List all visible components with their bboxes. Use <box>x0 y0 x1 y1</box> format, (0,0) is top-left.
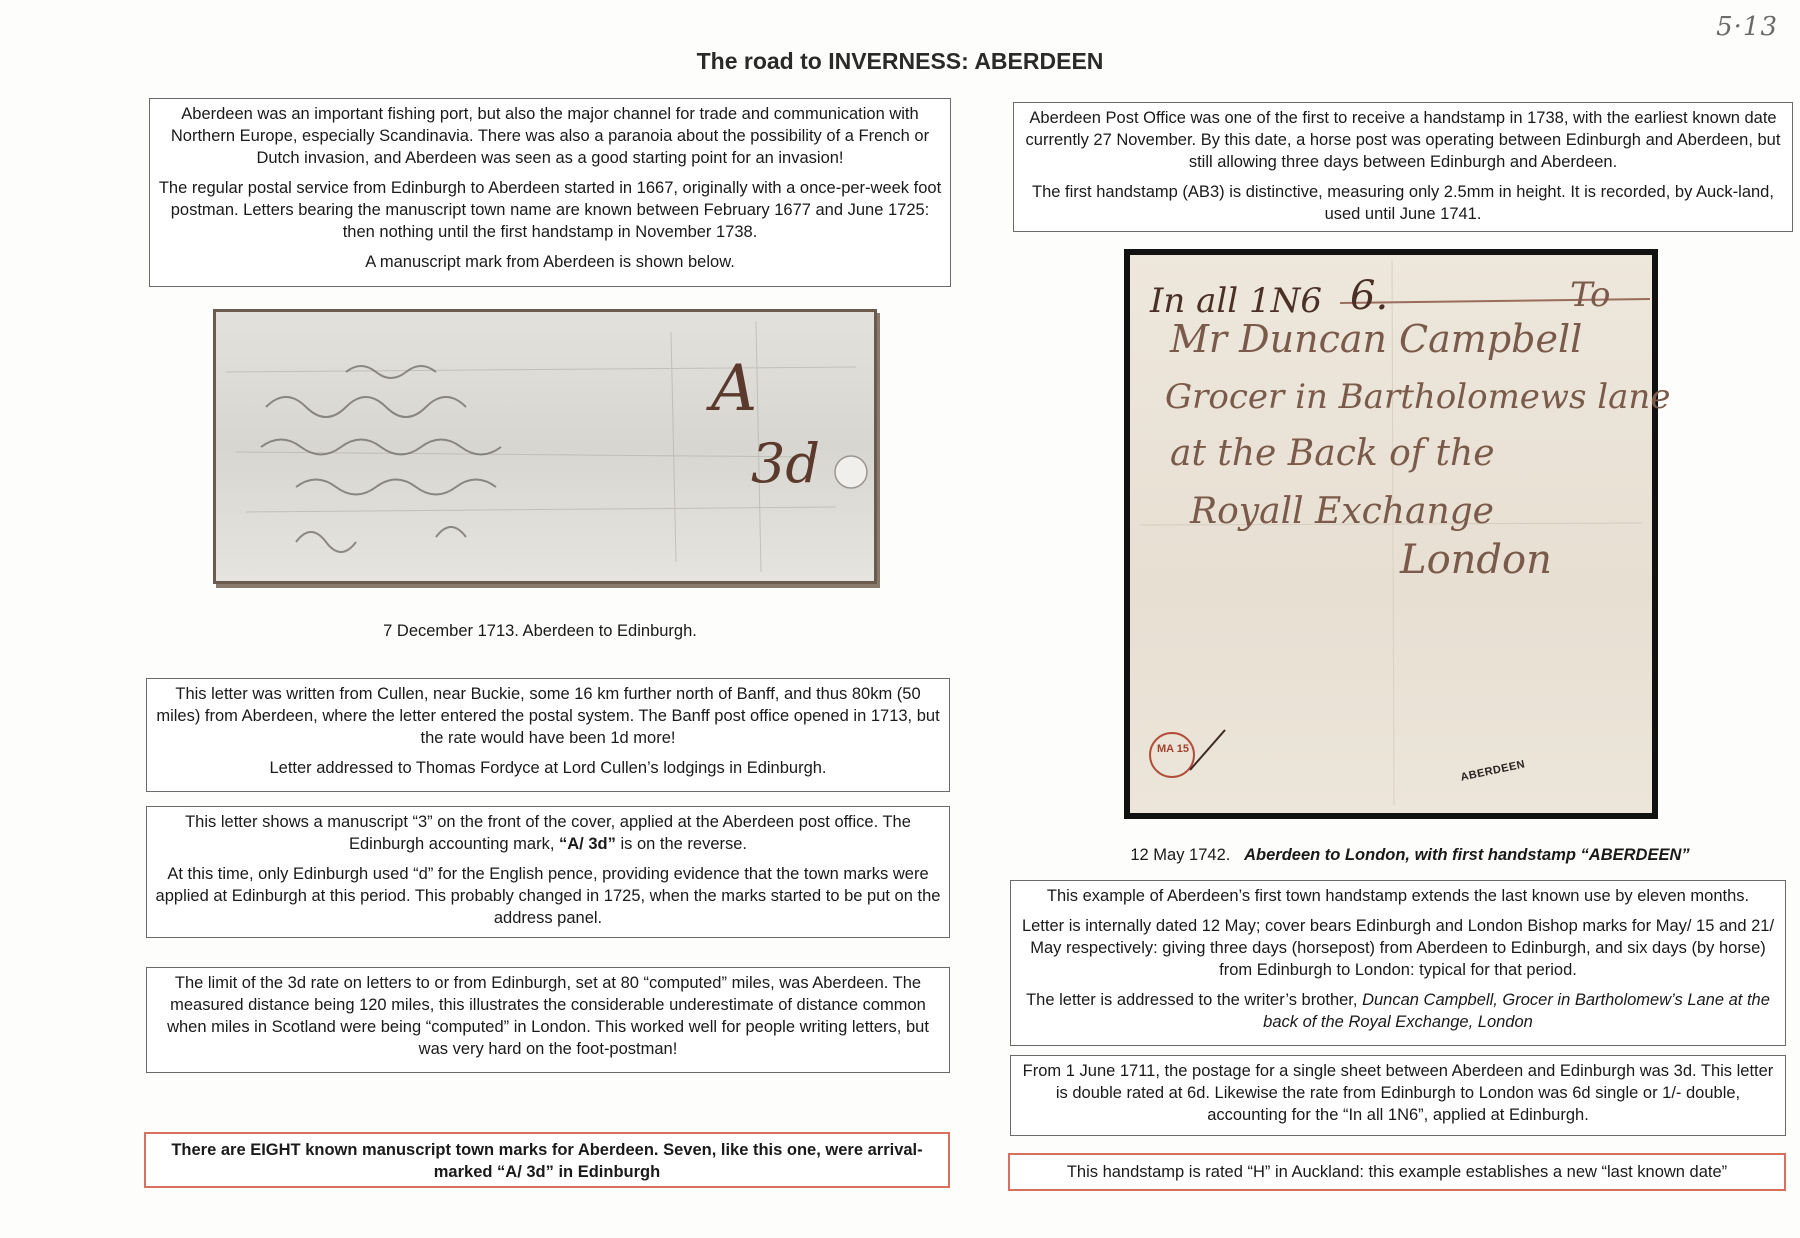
example-text-a: The letter is addressed to the writer’s brother, <box>1026 991 1363 1009</box>
manuscript-mark-box <box>146 806 950 938</box>
intro-paragraph-3: A manuscript mark from Aberdeen is shown below. <box>365 253 735 271</box>
manuscript-mark-a: A <box>711 352 758 426</box>
aberdeen-intro-box <box>149 98 951 287</box>
address-line-city: London <box>1400 537 1552 583</box>
rate-paragraph: The limit of the 3d rate on letters to or from Edinburgh, set at 80 “computed” miles, was Aberdeen. The measured distance being 120 miles, this illustrates the considerable underestimate of distance common when miles in Scotland were being “computed” in London. This worked well for people writing letters, but was very hard on the foot-postman! <box>167 974 929 1058</box>
bishop-mark: MA 15 <box>1157 743 1189 755</box>
example-paragraph-2: Letter is internally dated 12 May; cover bears Edinburgh and London Bishop marks for May/ 15 and 21/ May respectively: giving three days (horsepost) from Aberdeen to Edinburgh, and six days (by horse) from Edinburgh to London: typical for that period. <box>1021 917 1775 979</box>
postage-box <box>1010 1055 1786 1136</box>
left-highlight-box: There are EIGHT known manuscript town marks for Aberdeen. Seven, like this one, were arrival-marked “A/ 3d” in Edinburgh <box>144 1132 950 1188</box>
right-highlight-box: This handstamp is rated “H” in Auckland: this example establishes a new “last known date” <box>1008 1153 1786 1191</box>
post-office-paragraph-1: Aberdeen Post Office was one of the first to receive a handstamp in 1738, with the earliest known date currently 27 November. By this date, a horse post was operating between Edinburgh and Aberdeen, but still allowing three days between Edinburgh and Aberdeen. <box>1025 109 1781 171</box>
cullen-paragraph-2: Letter addressed to Thomas Fordyce at Lord Cullen’s lodgings in Edinburgh. <box>269 759 827 777</box>
address-line-occupation: Grocer in Bartholomews lane <box>1165 377 1671 417</box>
manuscript-paragraph-2: At this time, only Edinburgh used “d” for the English pence, providing evidence that the town marks were applied at Edinburgh at this period. This probably changed in 1725, when the marks started to be put on the address panel. <box>155 865 941 927</box>
manuscript-paragraph-1 <box>153 811 943 855</box>
cullen-box <box>146 678 950 792</box>
cover-1713-image <box>213 309 877 584</box>
page-number: 5·13 <box>1716 12 1778 42</box>
address-to: To <box>1570 275 1611 315</box>
caption-description: Aberdeen to London, with first handstamp “ABERDEEN” <box>1244 846 1690 864</box>
cover-1742-image <box>1124 249 1671 819</box>
rate-limit-box <box>146 967 950 1073</box>
manuscript-text-c: is on the reverse. <box>615 835 748 853</box>
postage-paragraph: From 1 June 1711, the postage for a single sheet between Aberdeen and Edinburgh was 3d. This letter is double rated at 6d. Likewise the rate from Edinburgh to London was 6d single or 1/- double, accounting for the “In all 1N6”, applied at Edinburgh. <box>1022 1062 1774 1124</box>
address-line-exchange: Royall Exchange <box>1190 491 1494 532</box>
intro-paragraph-1: Aberdeen was an important fishing port, but also the major channel for trade and communication with Northern Europe, especially Scandinavia. There was also a paranoia about the possibility of a French or Dutch invasion, and Aberdeen was seen as a good starting point for an invasion! <box>170 105 930 167</box>
cullen-paragraph-1: This letter was written from Cullen, near Buckie, some 16 km further north of Banff, and thus 80km (50 miles) from Aberdeen, where the letter entered the postal system. The Banff post office opened in 1713, but the rate would have been 1d more! <box>156 685 940 747</box>
handstamp-example-box <box>1010 880 1786 1046</box>
manuscript-text-a: This letter shows a manuscript “3” on the front of the cover, applied at the Aberdeen post office. The Edinburgh accounting mark, <box>185 813 911 853</box>
address-line-name: Mr Duncan Campbell <box>1170 317 1583 361</box>
address-line-back: at the Back of the <box>1170 433 1495 474</box>
aberdeen-handstamp: ABERDEEN <box>1459 758 1527 784</box>
rate-6d: 6. <box>1350 273 1389 319</box>
page-title: The road to INVERNESS: ABERDEEN <box>696 48 1104 74</box>
post-office-intro-box <box>1013 102 1793 232</box>
cover-1742-caption <box>1090 846 1730 865</box>
example-text-italic: Duncan Campbell, Grocer in Bartholomew’s Lane at the back of the Royal Exchange, London <box>1263 991 1770 1031</box>
intro-paragraph-2: The regular postal service from Edinburgh to Aberdeen started in 1667, originally with a once-per-week foot postman. Letters bearing the manuscript town name are known between February 1677 and June 1725: then nothing until the first handstamp in November 1738. <box>158 179 942 241</box>
example-paragraph-3 <box>1017 989 1779 1033</box>
rate-in-all: In all 1N6 <box>1150 281 1322 321</box>
caption-date: 12 May 1742. <box>1130 846 1231 864</box>
manuscript-text-bold: “A/ 3d” <box>559 835 616 853</box>
post-office-paragraph-2: The first handstamp (AB3) is distinctive, measuring only 2.5mm in height. It is recorded, by Auck-land, used until June 1741. <box>1032 183 1774 223</box>
example-paragraph-1: This example of Aberdeen’s first town handstamp extends the last known use by eleven months. <box>1046 887 1750 905</box>
manuscript-mark-3d: 3d <box>751 432 820 495</box>
cover-1713-caption: 7 December 1713. Aberdeen to Edinburgh. <box>383 622 697 640</box>
